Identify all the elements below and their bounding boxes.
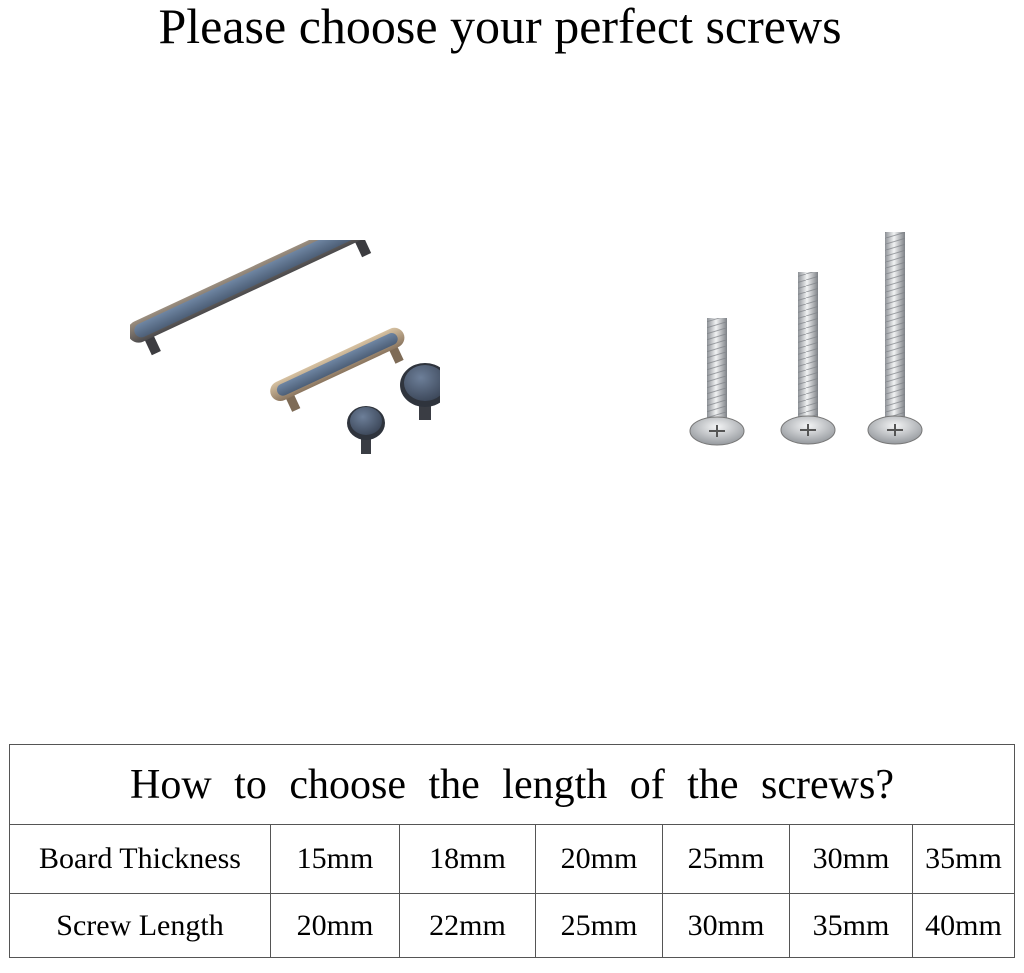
table-cell: 20mm [271,894,400,958]
row-label: Screw Length [10,894,271,958]
screw-long [868,232,922,444]
table-cell: 30mm [663,894,790,958]
table-cell: 15mm [271,825,400,894]
long-handle [130,240,385,361]
large-knob [400,363,440,420]
table-cell: 35mm [913,825,1015,894]
page-title: Please choose your perfect screws [158,0,842,54]
short-handle [267,324,414,417]
table-cell: 40mm [913,894,1015,958]
row-label: Board Thickness [10,825,271,894]
table-cell: 18mm [400,825,536,894]
screws-image [686,226,936,456]
table-cell: 30mm [790,825,913,894]
table-cell: 22mm [400,894,536,958]
cabinet-handles-image [130,240,440,470]
screw-medium [781,272,835,444]
table-row-screw-length [10,894,1015,958]
screw-length-table [9,744,1014,958]
table-cell: 25mm [536,894,663,958]
table-row-board-thickness [10,825,1015,894]
table-cell: 25mm [663,825,790,894]
table-cell: 20mm [536,825,663,894]
screw-short [690,318,744,445]
table-cell: 35mm [790,894,913,958]
table-heading: How to choose the length of the screws? [10,745,1015,825]
small-knob [347,406,385,454]
